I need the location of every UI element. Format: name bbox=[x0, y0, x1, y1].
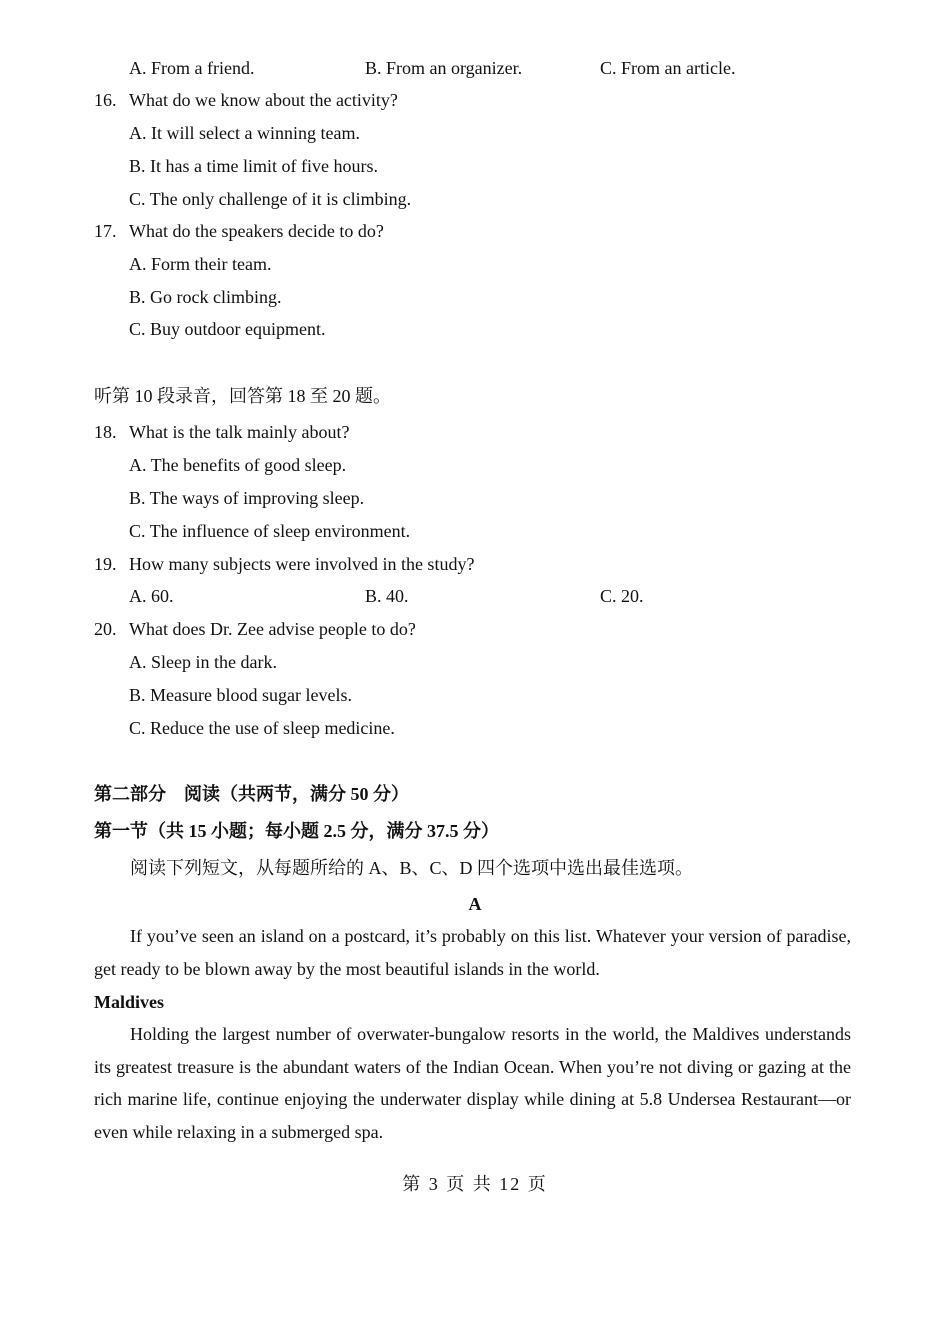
passage-letter: A bbox=[468, 894, 482, 914]
q16-option-b: B. It has a time limit of five hours. bbox=[129, 156, 378, 176]
q20-option-a: A. Sleep in the dark. bbox=[129, 652, 277, 672]
q16-option-a: A. It will select a winning team. bbox=[129, 123, 360, 143]
question-number: 16. bbox=[94, 90, 117, 110]
question-18 bbox=[94, 421, 349, 443]
question-17 bbox=[94, 220, 384, 242]
q18-option-c: C. The influence of sleep environment. bbox=[129, 521, 411, 541]
page-footer: 第 3 页 共 12 页 bbox=[402, 1174, 548, 1194]
q17-option-a: A. Form their team. bbox=[129, 254, 272, 274]
section-1-heading: 第一节（共 15 小题；每小题 2.5 分，满分 37.5 分） bbox=[94, 821, 499, 841]
question-20 bbox=[94, 618, 416, 640]
passage-body bbox=[94, 1018, 851, 1148]
question-text: What is the talk mainly about? bbox=[129, 422, 350, 442]
passage-intro-text: If you’ve seen an island on a postcard, it’s probably on this list. Whatever your version of paradise, get ready to be blown away by the most beautiful islands in the world. bbox=[94, 926, 851, 979]
question-number: 20. bbox=[94, 619, 117, 639]
q18-option-a: A. The benefits of good sleep. bbox=[129, 455, 347, 475]
q17-option-c: C. Buy outdoor equipment. bbox=[129, 319, 326, 339]
question-19 bbox=[94, 553, 474, 575]
question-number: 17. bbox=[94, 221, 117, 241]
passage-body-text: Holding the largest number of overwater-bungalow resorts in the world, the Maldives understands its greatest treasure is the abundant waters of the Indian Ocean. When you’re not diving or gazing at the rich marine life, continue enjoying the underwater display while dining at 5.8 Undersea Restaurant—or even while relaxing in a submerged spa. bbox=[94, 1024, 851, 1142]
question-text: What does Dr. Zee advise people to do? bbox=[129, 619, 416, 639]
q19-option-c: C. 20. bbox=[600, 586, 644, 606]
question-text: What do the speakers decide to do? bbox=[129, 221, 384, 241]
q16-option-c: C. The only challenge of it is climbing. bbox=[129, 189, 412, 209]
q15-option-c: C. From an article. bbox=[600, 58, 736, 78]
question-text: How many subjects were involved in the study? bbox=[129, 554, 475, 574]
question-number: 18. bbox=[94, 422, 117, 442]
q17-option-b: B. Go rock climbing. bbox=[129, 287, 282, 307]
q20-option-c: C. Reduce the use of sleep medicine. bbox=[129, 718, 395, 738]
question-text: What do we know about the activity? bbox=[129, 90, 398, 110]
q20-option-b: B. Measure blood sugar levels. bbox=[129, 685, 352, 705]
part-2-heading: 第二部分 阅读（共两节，满分 50 分） bbox=[94, 784, 409, 804]
section-10-instruction: 听第 10 段录音，回答第 18 至 20 题。 bbox=[94, 386, 391, 406]
question-16 bbox=[94, 89, 398, 111]
passage-intro bbox=[94, 920, 851, 985]
q19-option-a: A. 60. bbox=[129, 586, 174, 606]
q15-option-b: B. From an organizer. bbox=[365, 58, 523, 78]
q19-option-b: B. 40. bbox=[365, 586, 409, 606]
reading-instruction: 阅读下列短文，从每题所给的 A、B、C、D 四个选项中选出最佳选项。 bbox=[130, 858, 694, 878]
q18-option-b: B. The ways of improving sleep. bbox=[129, 488, 365, 508]
q15-option-a: A. From a friend. bbox=[129, 58, 255, 78]
question-number: 19. bbox=[94, 554, 117, 574]
passage-subheading: Maldives bbox=[94, 992, 164, 1012]
